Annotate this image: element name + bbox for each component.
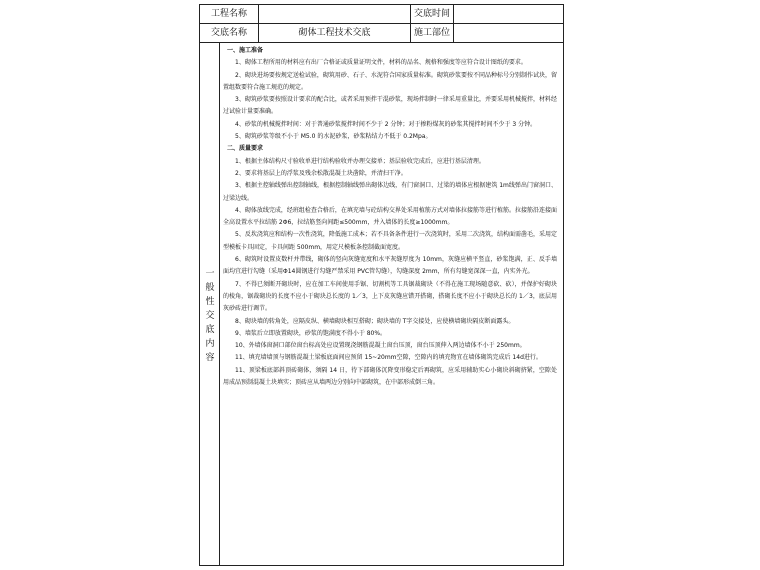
content-side-column: [200, 43, 220, 565]
header-row-2: [200, 24, 563, 43]
header-row-1: [200, 5, 563, 24]
content-paragraph: 10、外墙体窗洞口部位窗台标高处应设置现浇钢筋混凝土窗台压顶，窗台压顶伸入两边墙体不小于 250mm。: [235, 342, 526, 350]
handover-time-value: [454, 5, 563, 23]
content-paragraph: 9、墙浆后立即放置砌块，砂浆的饱满度不得小于 80%。: [235, 329, 387, 337]
content-paragraph: 8、砌块墙的转角处，应隔皮纵、横墙砌块相互搭砌；砌块墙的 T字交接处，应使横墙砌块隔皮断面露头。: [235, 317, 515, 325]
content-paragraph: 3、根据主控轴线弹出控制轴线，根据控制轴线弹出砌体边线，有门窗洞口、过梁的墙体应根据建筑 1m线弹出门窗洞口、过梁边线。: [223, 182, 557, 202]
content-paragraph: 7、不得已须断开砌块时，应在加工车间使用手锯、切割机等工具锯裁砌块（不得在施工现场随意砍、砍），并保护好砌块的棱角，锯裁砌块的长度不应小于砌块总长度的 1／3，上下皮灰缝应错开搭砌，搭砌长度不应小于砌块总长的 1／3，底层用灰砂砖进行调节。: [223, 280, 557, 313]
handover-name-value: 砌体工程技术交底: [259, 24, 411, 42]
construction-part-value: [454, 24, 563, 42]
content-paragraph: 6、砌筑时设置皮数杆并带线，砌体的竖向灰缝宽度和水平灰缝厚度为 10mm，灰缝应横平竖直，砂浆饱满，正、反手墙面均宜进行勾缝（采用Φ14圆钢进行勾缝严禁采用 PVC管勾缝），勾缝深度 2mm，所有勾缝宽深深一直，内实外光。: [223, 256, 557, 276]
content-paragraph: 1、砌体工程所用的材料应有出厂合格证或质量证明文件，材料的品名、规格和强度等应符合设计图纸的要求。: [235, 59, 527, 67]
section-heading: 二、质量要求: [227, 145, 264, 153]
content-side-label: 一般性交底内容: [205, 269, 215, 363]
content-paragraph: 5、砌筑砂浆等级不小于 M5.0 的水泥砂浆，砂浆粘结力不低于 0.2Mpa。: [235, 133, 432, 141]
content-paragraph: 11、填充墙墙顶与钢筋混凝土梁板底面间应预留 15~20mm空隙，空隙内的填充物宜在墙体砌筑完成后 14d进行。: [235, 354, 542, 362]
content-paragraph: 1、根据主体结构尺寸验收单进行结构验收并办理交接单；基层验收完成后，应进行基层清理。: [235, 157, 485, 165]
section-heading: 一、施工准备: [227, 47, 264, 54]
content-paragraph: 4、砌体放线完成，经班组检查合格后，在填充墙与砼结构交界处采用植筋方式对墙体拉接筋等进行植筋。拉接筋沿连接面全高设置水平拉结筋 2Φ6，拉结筋竖向间距≤500mm，并入墙体的长度≥1000mm。: [223, 206, 557, 227]
project-name-value: [259, 5, 411, 23]
content-paragraph: 3、砌筑砂浆要按照设计要求的配合比，或者采用预拌干混砂浆，现场拌制时一律采用重量比，并要采用机械搅拌，材料经过试验计量要准确。: [223, 96, 557, 116]
content-paragraph: 11、顶梁板底部斜顶砖砌体，须隔 14 日，待下部砌体沉降变形稳定后再砌筑，应采用辅助实心小砌块斜砌挤紧，空隙处用成品预制混凝土块填实；顶砖应从墙两边分别向中部砌筑，在中部形成倒三角。: [223, 366, 557, 387]
content-paragraph: 5、反坎浇筑应和结构一次性浇筑，降低施工成本；若不具备条件进行一次浇筑时，采用二次浇筑，结构面需凿毛，采用定型模板卡具固定，卡具间距 500mm，用定尺模板条控制截面宽度。: [223, 231, 557, 251]
content-paragraph: 2、要求将基层上的浮浆及残余松散混凝土块凿除，并清扫干净。: [235, 169, 407, 177]
handover-content: [223, 45, 557, 563]
handover-name-label: 交底名称: [200, 24, 259, 42]
content-paragraph: 2、砌块进场要按规定送检试验，砌筑用砂、石子、水泥符合国家质量标准。砌筑砂浆要按不同品种标号分别制作试块，留置组数要符合施工规范的规定。: [223, 71, 557, 91]
construction-part-label: 施工部位: [411, 24, 454, 42]
project-name-label: 工程名称: [200, 5, 259, 23]
technical-handover-sheet: [199, 4, 564, 566]
content-paragraph: 4、砂浆的机械搅拌时间：对于普通砂浆搅拌时间不少于 2 分钟；对于掺粉煤灰的砂浆其搅拌时间不少于 3 分钟。: [235, 120, 537, 128]
handover-time-label: 交底时间: [411, 5, 454, 23]
